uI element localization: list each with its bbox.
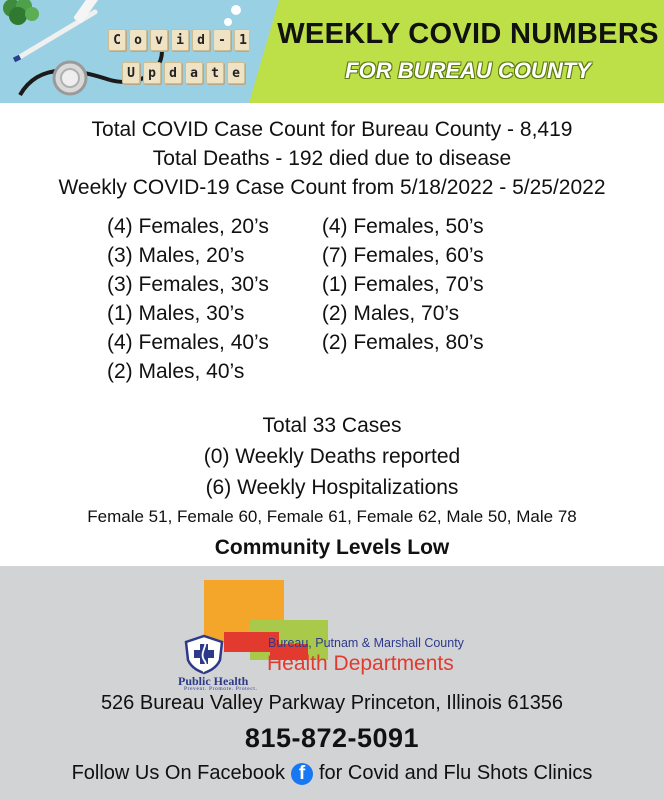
covid-19-tiles [108, 29, 273, 51]
case-column-left [107, 212, 269, 386]
page-subtitle: FOR BUREAU COUNTY [345, 58, 591, 83]
total-deaths: Total Deaths - 192 died due to disease [152, 147, 512, 170]
logo-public-health: Public Health [178, 674, 249, 688]
title-banner [250, 0, 664, 103]
facebook-icon[interactable]: f [291, 763, 313, 785]
letter-tile: - [213, 29, 231, 51]
list-item: (2) Males, 70’s [321, 302, 460, 325]
letter-tile: C [108, 29, 126, 51]
header-photo [0, 0, 250, 103]
list-item: (2) Males, 40’s [107, 360, 245, 383]
letter-tile: p [143, 62, 161, 84]
list-item: (3) Females, 30’s [107, 273, 269, 296]
list-item: (4) Females, 40’s [107, 331, 269, 354]
follow-text: Follow Us On Facebook [71, 762, 285, 784]
total-case-count: Total COVID Case Count for Bureau County - 8,419 [91, 118, 573, 141]
health-department-logo[interactable] [180, 580, 490, 690]
letter-tile: t [206, 62, 224, 84]
page-title: WEEKLY COVID NUMBERS [277, 18, 659, 50]
follow-text-suffix: for Covid and Flu Shots Clinics [318, 762, 593, 784]
weekly-totals [0, 410, 664, 563]
list-item: (1) Males, 30’s [107, 302, 245, 325]
case-breakdown [107, 212, 484, 386]
footer [0, 566, 664, 800]
letter-tile: o [129, 29, 147, 51]
letter-tile: e [227, 62, 245, 84]
list-item: (1) Females, 70’s [321, 273, 484, 296]
weekly-deaths: (0) Weekly Deaths reported [203, 445, 461, 468]
letter-tile: 1 [234, 29, 252, 51]
summary [0, 115, 664, 202]
letter-tile: i [171, 29, 189, 51]
letter-tile: d [192, 29, 210, 51]
weekly-hospitalizations: (6) Weekly Hospitalizations [205, 476, 459, 499]
community-level: Community Levels Low [214, 536, 450, 559]
header [0, 0, 664, 103]
list-item: (7) Females, 60’s [321, 244, 484, 267]
logo-tagline: Prevent. Promote. Protect. [184, 686, 258, 692]
list-item: (2) Females, 80’s [321, 331, 484, 354]
hospitalized-list: Female 51, Female 60, Female 61, Female 62, Male 50, Male 78 [87, 507, 577, 526]
case-column-right [322, 212, 484, 386]
logo-dept-name: Health Departments [267, 652, 454, 675]
list-item: (4) Females, 50’s [321, 215, 484, 238]
logo-org-name: Bureau, Putnam & Marshall County [268, 636, 464, 650]
list-item: (4) Females, 20’s [107, 215, 269, 238]
public-health-shield-icon [182, 634, 226, 674]
list-item: (3) Males, 20’s [107, 244, 245, 267]
follow-us-line [0, 762, 664, 785]
total-cases: Total 33 Cases [262, 414, 402, 437]
update-tiles [122, 62, 245, 84]
stethoscope-icon [0, 0, 250, 103]
letter-tile: U [122, 62, 140, 84]
letter-tile: v [150, 29, 168, 51]
letter-tile: d [164, 62, 182, 84]
letter-tile: a [185, 62, 203, 84]
weekly-date-range: Weekly COVID-19 Case Count from 5/18/2022 - 5/25/2022 [58, 176, 606, 199]
address: 526 Bureau Valley Parkway Princeton, Illinois 61356 [100, 692, 564, 714]
phone-number[interactable]: 815-872-5091 [244, 723, 420, 753]
banner-wedge [249, 0, 279, 103]
